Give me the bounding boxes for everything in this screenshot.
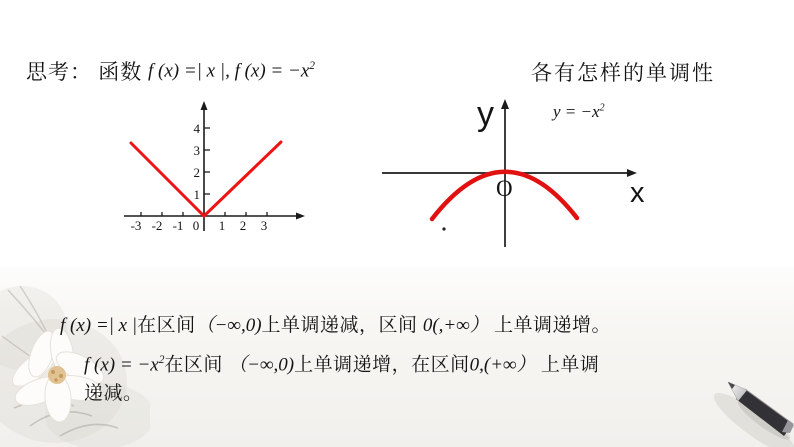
interval-neg: （−∞,0) xyxy=(195,315,262,336)
pen-decoration xyxy=(652,366,794,447)
abs-curve xyxy=(131,142,281,216)
formula-negx2-exponent: 2 xyxy=(158,354,165,366)
origin-label: O xyxy=(496,176,513,201)
cn-text: 在区间 xyxy=(164,354,229,376)
title-question: 各有怎样的单调性 xyxy=(531,61,715,85)
x-tick-label: -2 xyxy=(151,218,163,233)
y-tick-label: 1 xyxy=(193,187,200,202)
formula-negx2: f (x) = −x xyxy=(84,354,159,376)
stray-dot xyxy=(442,227,445,230)
y-tick-label: 3 xyxy=(193,143,200,158)
parabola-x-axis-label: x xyxy=(630,177,645,209)
cn-text: 在区间 xyxy=(137,315,196,336)
parabola-formula xyxy=(553,102,605,122)
title-formula-main: f (x) =| x |, f (x) = −x xyxy=(148,60,310,82)
x-tick-label: -1 xyxy=(172,218,184,233)
title-formula-exponent: 2 xyxy=(309,60,315,72)
interval-pos: 0,(+∞） xyxy=(469,354,536,376)
abs-x-tick-labels xyxy=(131,218,268,233)
parabola-x-axis-arrow xyxy=(627,169,637,177)
cn-text: 上单调递减，区间 xyxy=(261,315,423,336)
x-tick-label: 2 xyxy=(239,218,247,233)
cn-text: 上单调递增，在区间 xyxy=(294,354,470,376)
y-tick-label: 4 xyxy=(193,121,200,136)
y-tick-label: 2 xyxy=(193,165,200,180)
monotonicity-line-3: 递减。 xyxy=(84,383,143,404)
abs-function-graph xyxy=(108,97,308,242)
monotonicity-line-1 xyxy=(60,313,611,339)
interval-pos: 0(,+∞） xyxy=(422,315,489,336)
title-thinking: 思考： 函数 xyxy=(26,60,143,84)
cn-text: 上单调 xyxy=(535,354,600,376)
x-tick-label: 1 xyxy=(218,218,226,233)
monotonicity-line-2 xyxy=(84,347,599,378)
cn-text: 上单调递增。 xyxy=(488,315,612,336)
parabola-y-axis-label: y xyxy=(477,95,494,133)
title-function-formula xyxy=(148,60,315,82)
parabola-y-axis-arrow xyxy=(501,99,509,109)
x-tick-label: 0 xyxy=(192,218,200,233)
abs-x-axis-arrow xyxy=(296,213,305,220)
parabola-formula-main: y = −x xyxy=(553,102,600,121)
formula-abs: f (x) =| x | xyxy=(60,315,138,336)
x-tick-label: 3 xyxy=(260,218,268,233)
abs-y-tick-labels xyxy=(194,121,201,202)
parabola-graph xyxy=(373,93,665,261)
parabola-formula-exponent: 2 xyxy=(599,102,605,114)
interval-neg: （−∞,0) xyxy=(228,354,295,376)
x-tick-label: -3 xyxy=(130,218,142,233)
abs-y-axis-arrow xyxy=(201,101,208,110)
